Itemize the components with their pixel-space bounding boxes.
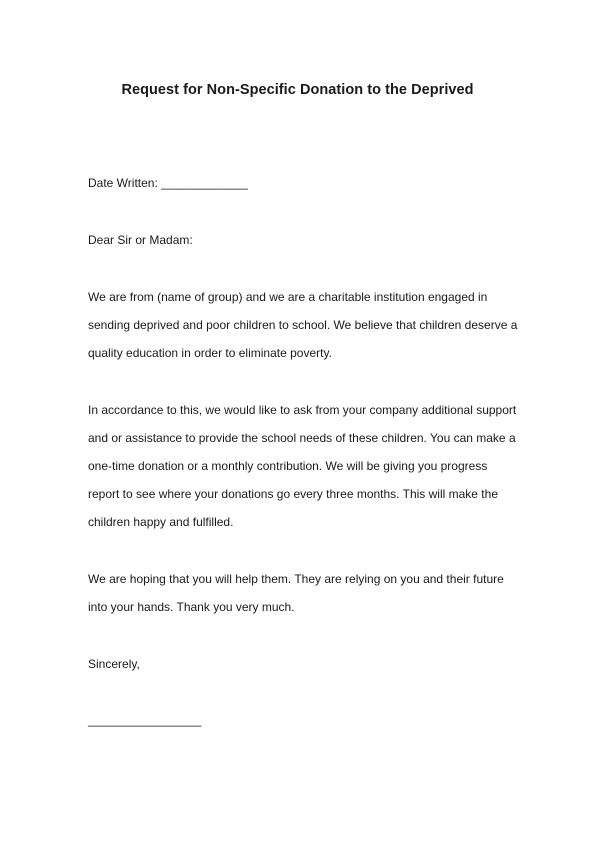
paragraph-line: one-time donation or a monthly contribution. We will be giving you progress xyxy=(88,459,488,473)
paragraph-line: children happy and fulfilled. xyxy=(88,515,234,529)
closing: Sincerely, xyxy=(88,657,140,671)
paragraph-line: In accordance to this, we would like to ask from your company additional support xyxy=(88,403,517,417)
paragraph-line: and or assistance to provide the school needs of these children. You can make a xyxy=(88,431,516,445)
paragraph-line: report to see where your donations go every three months. This will make the xyxy=(88,487,498,501)
paragraph-line: We are from (name of group) and we are a charitable institution engaged in xyxy=(88,290,488,304)
letter-title: Request for Non-Specific Donation to the Deprived xyxy=(121,82,474,98)
paragraph-line: sending deprived and poor children to school. We believe that children deserve a xyxy=(88,318,518,332)
paragraph-line: We are hoping that you will help them. They are relying on you and their future xyxy=(88,572,504,586)
paragraph-line: into your hands. Thank you very much. xyxy=(88,600,295,614)
signature-line: _________________ xyxy=(88,713,202,727)
salutation: Dear Sir or Madam: xyxy=(88,233,193,247)
date-written-line: Date Written: _____________ xyxy=(88,176,248,190)
paragraph-line: quality education in order to eliminate poverty. xyxy=(88,346,332,360)
